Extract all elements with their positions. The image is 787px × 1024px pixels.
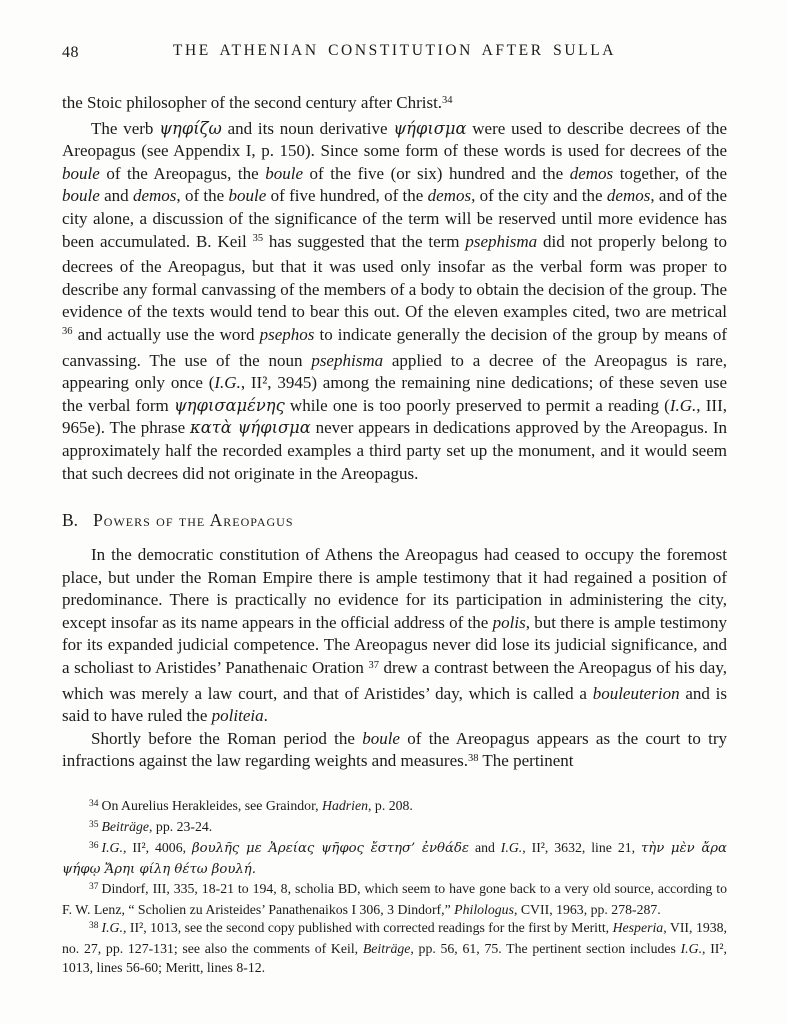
- small-caps-title: Powers of the Areopagus: [93, 510, 294, 531]
- footnote-number: 38: [89, 921, 99, 932]
- text-run: , VII, 1938, no. 27, pp. 127-131; see also the comments of Keil,: [62, 920, 727, 957]
- text-run: The pertinent: [478, 751, 574, 771]
- text-run: , II², 1013, see the second copy published with corrected readings for the first by Meritt,: [122, 920, 613, 936]
- text-run: , pp. 23-24.: [149, 818, 213, 834]
- footnote-38: [62, 919, 727, 978]
- italic-text-run: psephisma: [465, 231, 538, 251]
- italic-text-run: Hesperia: [612, 920, 664, 936]
- greek-text-run: ψηφισαμένης: [173, 395, 285, 415]
- text-run: , pp. 56, 61, 75. The pertinent section includes: [410, 941, 681, 957]
- text-run: , p. 208.: [368, 798, 413, 814]
- italic-text-run: boule: [62, 163, 100, 183]
- text-run: while one is too poorly preserved to permit a reading (: [284, 395, 670, 415]
- footnote-37: [62, 880, 727, 920]
- text-run: , CVII, 1963, pp. 278-287.: [513, 901, 661, 917]
- footnote-number: 35: [89, 819, 99, 830]
- text-run: The verb: [91, 118, 160, 138]
- footnote-reference: 37: [368, 659, 379, 671]
- text-run: Dindorf, III, 335, 18-21 to 194, 8, scholia BD, which seem to have gone back to a very old source, according to F. W. Lenz, “ Scholien zu Aristeides’ Panathenaikos I 306, 3 Dindorf,”: [62, 880, 727, 917]
- paragraph: [62, 544, 727, 728]
- italic-text-run: I.G.: [680, 941, 703, 957]
- italic-text-run: I.G.: [669, 395, 697, 415]
- text-run: of the Areopagus appears as the court to try infractions against the law regarding weights and measures.: [62, 728, 727, 771]
- footnote-reference: 36: [62, 326, 73, 338]
- text-run: and: [469, 839, 501, 855]
- italic-text-run: psephos: [259, 324, 315, 344]
- text-run: the Stoic philosopher of the second century after Christ.: [62, 93, 443, 112]
- text-run: of five hundred, of the: [266, 186, 428, 206]
- italic-text-run: boule: [265, 163, 303, 183]
- text-run: never appears in dedications approved by the Areopagus. In approximately half the recorded examples a third party set up the monument, and it would seem that such decrees did not originate in the Areopagus.: [62, 418, 727, 483]
- text-run: , but there is ample testimony for its expanded judicial competence. The Areopagus never did lose its judicial significance, and a scholiast to Aristides’ Panathenaic Oration: [62, 612, 727, 678]
- greek-text-run: κατὰ ψήφισμα: [190, 418, 311, 438]
- section-heading: [62, 510, 727, 531]
- paragraph: [62, 92, 727, 118]
- page-header: [62, 42, 727, 66]
- text-run: , and of the city alone, a discussion of the significance of the term will be reserved until more evidence has been accumulated. B. Keil: [62, 186, 728, 251]
- italic-text-run: psephisma: [311, 350, 384, 370]
- footnote-number: 36: [89, 840, 99, 851]
- italic-text-run: I.G.: [214, 373, 241, 393]
- paragraph: [62, 728, 727, 776]
- italic-text-run: Beiträge: [362, 941, 411, 957]
- body-text: [62, 92, 727, 776]
- italic-text-run: politeia: [211, 706, 264, 726]
- text-run: of the five (or six) hundred and the: [303, 163, 570, 183]
- text-run: In the democratic constitution of Athens the Areopagus had ceased to occupy the foremost place, but under the Roman Empire there is ample testimony that it had regained a position of predominance. There is practically no evidence for its participation in administering the city, except insofar as its name appears in the official address of the: [62, 545, 727, 632]
- italic-text-run: I.G.: [500, 839, 523, 855]
- italic-text-run: boule: [228, 186, 267, 206]
- italic-text-run: Philologus: [454, 901, 514, 917]
- italic-text-run: demos: [427, 186, 472, 206]
- italic-text-run: demos: [606, 186, 651, 206]
- italic-text-run: bouleuterion: [592, 683, 680, 703]
- text-run: , of the city and the: [471, 186, 607, 206]
- italic-text-run: demos: [132, 186, 177, 206]
- text-run: and actually use the word: [72, 324, 260, 344]
- italic-text-run: polis: [492, 612, 526, 632]
- text-run: and is said to have ruled the: [62, 683, 727, 726]
- text-run: applied to a decree of the Areopagus is rare, appearing only once (: [62, 350, 727, 393]
- text-run: B.: [62, 510, 79, 531]
- footnote-reference: 35: [252, 233, 264, 245]
- footnote-number: 37: [89, 881, 99, 892]
- italic-text-run: I.G.: [101, 920, 123, 936]
- footnote-36: [62, 839, 727, 880]
- italic-text-run: Beiträge: [101, 818, 150, 834]
- text-run: to indicate generally the decision of the group by means of canvassing. The use of the noun: [62, 324, 727, 370]
- footnotes: [62, 797, 727, 978]
- text-run: .: [263, 706, 268, 726]
- paragraph: [62, 118, 727, 486]
- text-run: , II², 1013, lines 56-60; Meritt, lines 8-12.: [62, 941, 727, 976]
- text-run: and: [99, 186, 133, 206]
- footnote-35: [62, 818, 727, 839]
- running-head: THE ATHENIAN CONSTITUTION AFTER SULLA: [172, 42, 617, 59]
- text-run: , of the: [176, 186, 229, 206]
- italic-text-run: I.G.: [101, 839, 123, 855]
- text-run: On Aurelius Herakleides, see Graindor,: [101, 798, 323, 814]
- text-run: , II², 4006,: [122, 839, 192, 855]
- text-run: Shortly before the Roman period the: [91, 728, 363, 748]
- greek-text-run: βουλῆς με Ἀρείας ψῆφος ἔστησ’ ἐνθάδε: [191, 840, 470, 856]
- footnote-reference: 38: [467, 752, 479, 764]
- italic-text-run: boule: [362, 728, 400, 748]
- italic-text-run: Hadrien: [322, 798, 369, 814]
- footnote-34: [62, 797, 727, 818]
- footnote-number: 34: [89, 799, 99, 810]
- text-run: and its noun derivative: [221, 118, 394, 138]
- text-run: has suggested that the term: [263, 231, 466, 251]
- text-run: drew a contrast between the Areopagus of his day, which was merely a law court, and that of Aristides’ day, which is called a: [62, 658, 727, 703]
- text-run: , II², 3945) among the remaining nine dedications; of these seven use the verbal form: [62, 373, 727, 415]
- italic-text-run: demos: [569, 163, 614, 183]
- page-number: 48: [62, 44, 79, 61]
- greek-text-run: ψήφισμα: [393, 118, 467, 138]
- text-run: did not properly belong to decrees of the Areopagus, but that it was used only insofar as the verbal form was proper to describe any formal canvassing of the members of a body to obtain the decision of the group. The evidence of the texts would tend to bear this out. Of the eleven examples cited, two are metrical: [62, 231, 728, 322]
- text-run: together, of the: [613, 163, 728, 183]
- text-run: , III, 965e). The phrase: [62, 395, 727, 438]
- greek-text-run: ψηφίζω: [159, 118, 222, 138]
- italic-text-run: boule: [62, 186, 100, 206]
- greek-text-run: τὴν μὲν ἄρα ψήφῳ Ἄρηι φίλη θέτω βουλή.: [62, 840, 727, 877]
- text-run: , II², 3632, line 21,: [522, 839, 641, 855]
- text-run: were used to describe decrees of the Areopagus (see Appendix I, p. 150). Since some form of these words is used for decrees of the: [62, 118, 728, 161]
- footnote-reference: 34: [442, 94, 453, 106]
- text-run: of the Areopagus, the: [99, 163, 266, 183]
